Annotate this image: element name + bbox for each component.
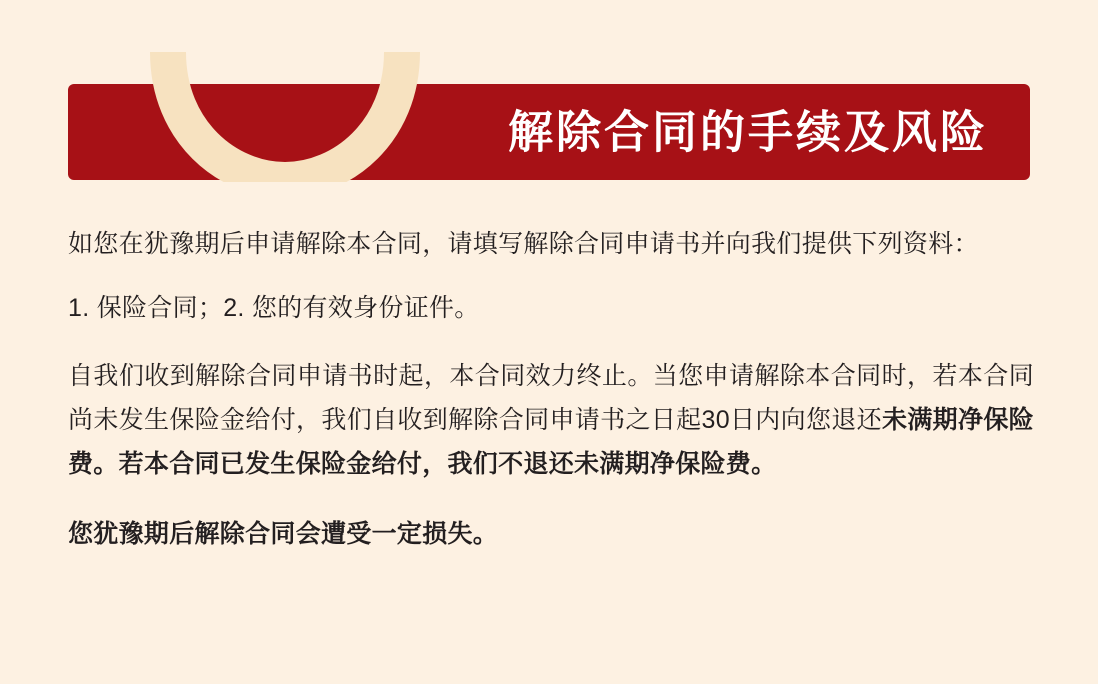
smile-arc-icon [150,52,420,182]
paragraph-effect-normal: 自我们收到解除合同申请书时起，本合同效力终止。当您申请解除本合同时，若本合同尚未发生保险金给付，我们自收到解除合同申请书之日起30日内向您退还 [68,362,1034,434]
paragraph-intro: 如您在犹豫期后申请解除本合同，请填写解除合同申请书并向我们提供下列资料： [68,230,979,258]
body-content [68,222,1034,556]
paragraph-warning: 您犹豫期后解除合同会遭受一定损失。 [68,520,499,548]
paragraph-effect [68,354,1034,486]
paragraph-effect-bold: 未满期净保险费。若本合同已发生保险金给付，我们不退还未满期净保险费。 [68,406,1034,478]
page-title: 解除合同的手续及风险 [507,106,988,158]
paragraph-materials: 1. 保险合同；2. 您的有效身份证件。 [68,294,480,322]
